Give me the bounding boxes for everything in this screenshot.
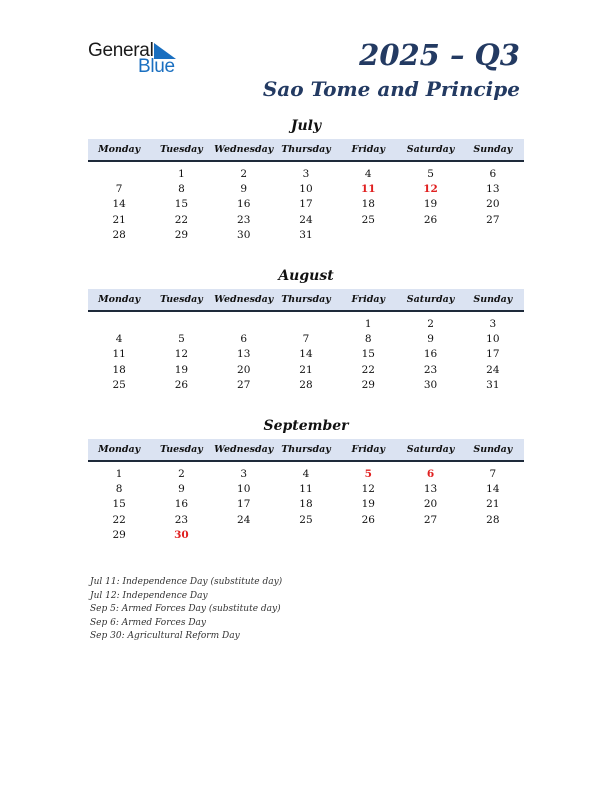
day-cell: 18: [361, 198, 375, 211]
day-cell: 23: [237, 213, 251, 226]
week-row: [88, 167, 524, 182]
day-cell: 13: [423, 483, 438, 496]
month-grid: [88, 312, 524, 393]
day-cell: 21: [299, 363, 313, 376]
logo-blue-text: Blue: [138, 56, 175, 77]
day-cell: [275, 317, 337, 332]
day-cell: 6: [489, 168, 497, 180]
day-cell: 11: [299, 483, 313, 496]
day-cell: 20: [237, 363, 251, 376]
day-cell: 28: [112, 228, 126, 241]
day-cell: 5: [427, 168, 434, 180]
week-row: [88, 467, 524, 482]
day-cell: 15: [361, 348, 375, 361]
day-cell: 23: [423, 363, 438, 376]
day-cell: 4: [115, 333, 123, 346]
day-cell: 27: [237, 378, 251, 391]
day-cell: 22: [174, 213, 189, 226]
logo-general-text: General: [88, 40, 154, 61]
holiday-notes: [90, 576, 282, 644]
week-row: [88, 197, 524, 212]
weekday-header-row: [88, 439, 524, 462]
week-row: [88, 482, 524, 497]
day-cell: 7: [489, 468, 497, 480]
weekday-header: Sunday: [473, 444, 513, 455]
day-cell: 22: [361, 363, 375, 376]
page-subtitle: Sao Tome and Principe: [262, 77, 520, 101]
day-cell: 24: [299, 213, 313, 226]
day-cell: 24: [237, 513, 251, 526]
day-cell: [337, 528, 399, 543]
weekday-header: Tuesday: [160, 144, 203, 155]
week-row: [88, 213, 524, 228]
month-block-august: [88, 266, 524, 393]
day-cell: 3: [240, 468, 248, 480]
day-cell: 12: [361, 483, 375, 496]
day-cell: 17: [299, 198, 313, 211]
day-cell: 29: [112, 528, 126, 541]
week-row: [88, 363, 524, 378]
day-cell: 27: [423, 513, 438, 526]
day-cell: 8: [115, 483, 123, 496]
weekday-header: Tuesday: [160, 444, 203, 455]
day-cell: 25: [361, 213, 375, 226]
day-cell: 13: [237, 348, 251, 361]
weekday-header-row: [88, 289, 524, 312]
generalblue-logo: [88, 40, 198, 80]
month-block-july: [88, 116, 524, 243]
day-cell: 16: [174, 498, 189, 511]
day-cell: 11: [112, 348, 126, 361]
day-cell: 9: [427, 333, 434, 346]
day-cell: 16: [423, 348, 438, 361]
week-row: [88, 182, 524, 197]
week-row: [88, 528, 524, 543]
day-cell: 14: [112, 198, 126, 211]
holiday-note: Jul 11: Independence Day (substitute day): [90, 577, 283, 587]
day-cell: 1: [364, 318, 372, 330]
day-cell: 21: [112, 213, 126, 226]
weekday-header: Thursday: [281, 444, 331, 455]
holiday-note: Sep 5: Armed Forces Day (substitute day): [90, 604, 281, 615]
weekday-header: Sunday: [473, 144, 513, 155]
weekday-header: Wednesday: [214, 144, 274, 155]
page-title: 2025 – Q3: [359, 38, 520, 72]
day-cell: 27: [486, 213, 500, 226]
weekday-header: Monday: [98, 444, 141, 455]
day-cell: [213, 528, 275, 543]
day-cell: 9: [240, 183, 248, 196]
holiday-day-cell: 11: [360, 183, 376, 196]
day-cell: 2: [427, 318, 434, 330]
holiday-day-cell: 6: [426, 468, 435, 480]
day-cell: 3: [302, 168, 310, 180]
day-cell: 14: [299, 348, 313, 361]
weekday-header: Sunday: [473, 294, 513, 305]
day-cell: 4: [364, 168, 372, 180]
day-cell: 19: [361, 498, 375, 511]
day-cell: [399, 228, 461, 243]
day-cell: 7: [302, 333, 310, 346]
holiday-note: Sep 30: Agricultural Reform Day: [90, 631, 240, 642]
day-cell: [462, 528, 524, 543]
holiday-note: Jul 12: Independence Day: [90, 590, 208, 601]
day-cell: 28: [299, 378, 313, 391]
weekday-header-row: [88, 139, 524, 162]
month-name: August: [278, 268, 334, 284]
day-cell: 10: [237, 483, 251, 496]
weekday-header: Friday: [351, 444, 386, 455]
week-row: [88, 513, 524, 528]
weekday-header: Wednesday: [214, 294, 274, 305]
week-row: [88, 317, 524, 332]
day-cell: 31: [299, 228, 313, 241]
weekday-header: Thursday: [281, 144, 331, 155]
week-row: [88, 228, 524, 243]
day-cell: 2: [240, 168, 248, 180]
holiday-note: Sep 6: Armed Forces Day: [90, 617, 207, 628]
weekday-header: Friday: [351, 144, 386, 155]
holiday-day-cell: 12: [423, 183, 438, 196]
day-cell: 15: [174, 198, 189, 211]
day-cell: 24: [486, 363, 500, 376]
day-cell: 23: [174, 513, 189, 526]
day-cell: [462, 228, 524, 243]
weekday-header: Saturday: [406, 144, 455, 155]
day-cell: 26: [423, 213, 438, 226]
day-cell: 10: [299, 183, 313, 196]
day-cell: 25: [112, 378, 126, 391]
day-cell: 5: [178, 333, 185, 346]
day-cell: [399, 528, 461, 543]
day-cell: 26: [174, 378, 189, 391]
week-row: [88, 378, 524, 393]
day-cell: 3: [489, 318, 497, 330]
week-row: [88, 347, 524, 362]
day-cell: [88, 167, 150, 182]
day-cell: 14: [486, 483, 500, 496]
day-cell: 1: [178, 168, 185, 180]
day-cell: 26: [361, 513, 375, 526]
weekday-header: Saturday: [406, 444, 455, 455]
holiday-day-cell: 30: [174, 528, 189, 541]
day-cell: 18: [112, 363, 126, 376]
day-cell: 17: [237, 498, 251, 511]
day-cell: 20: [486, 198, 500, 211]
day-cell: 13: [486, 183, 500, 196]
weekday-header: Thursday: [281, 294, 331, 305]
month-name: July: [290, 118, 322, 134]
day-cell: [150, 317, 212, 332]
month-block-september: [88, 416, 524, 543]
day-cell: 19: [423, 198, 438, 211]
day-cell: 25: [299, 513, 313, 526]
day-cell: 31: [486, 378, 500, 391]
day-cell: 6: [240, 333, 248, 346]
day-cell: 4: [302, 468, 310, 480]
day-cell: [88, 317, 150, 332]
day-cell: 16: [237, 198, 251, 211]
day-cell: 9: [178, 483, 185, 496]
day-cell: [337, 228, 399, 243]
day-cell: 22: [112, 513, 126, 526]
weekday-header: Tuesday: [160, 294, 203, 305]
month-grid: [88, 462, 524, 543]
day-cell: 2: [178, 468, 185, 480]
day-cell: 18: [299, 498, 313, 511]
day-cell: 20: [423, 498, 438, 511]
weekday-header: Monday: [98, 294, 141, 305]
day-cell: 21: [486, 498, 500, 511]
holiday-day-cell: 5: [364, 468, 372, 480]
day-cell: 28: [486, 513, 500, 526]
weekday-header: Saturday: [406, 294, 455, 305]
day-cell: 7: [115, 183, 123, 196]
month-name: September: [263, 418, 349, 434]
day-cell: 8: [178, 183, 185, 196]
day-cell: [213, 317, 275, 332]
weekday-header: Monday: [98, 144, 141, 155]
day-cell: [275, 528, 337, 543]
day-cell: 29: [174, 228, 189, 241]
weekday-header: Wednesday: [214, 444, 274, 455]
week-row: [88, 332, 524, 347]
day-cell: 12: [174, 348, 189, 361]
day-cell: 30: [423, 378, 438, 391]
day-cell: 19: [174, 363, 189, 376]
day-cell: 8: [364, 333, 372, 346]
week-row: [88, 497, 524, 512]
day-cell: 10: [486, 333, 500, 346]
day-cell: 29: [361, 378, 375, 391]
day-cell: 1: [115, 468, 123, 480]
day-cell: 17: [486, 348, 500, 361]
weekday-header: Friday: [351, 294, 386, 305]
day-cell: 15: [112, 498, 126, 511]
day-cell: 30: [237, 228, 251, 241]
month-grid: [88, 162, 524, 243]
